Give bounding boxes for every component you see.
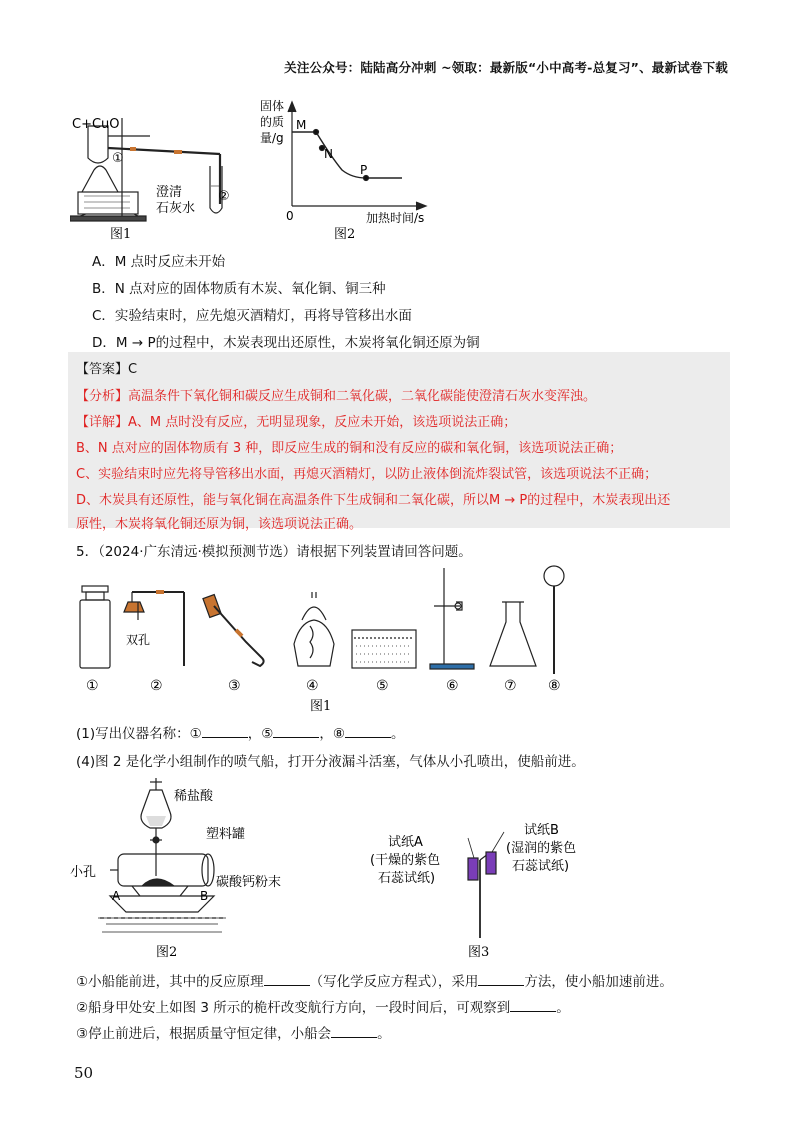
label-caco3: 碳酸钙粉末 xyxy=(216,875,282,890)
boat-fig2-caption: 图2 xyxy=(156,945,178,960)
detail-d1-prefix: D、木炭具有还原性，能与氧化铜在高温条件下生成铜和二氧化碳，所以 xyxy=(76,493,490,508)
sub2-a: ②船身甲处安上如图 3 所示的桅杆改变航行方向，一段时间后，可观察到 xyxy=(76,1000,511,1016)
label-tube-1: ① xyxy=(112,151,124,166)
detail-d1-formula: M → P xyxy=(489,493,528,508)
q1-end: 。 xyxy=(390,726,405,742)
page-header: 关注公众号：陆陆高分冲刺 ~领取：最新版“小中高考-总复习”、最新试卷下载 xyxy=(284,60,728,75)
sub1-blank-2[interactable] xyxy=(478,973,524,986)
fig1-apparatus xyxy=(70,118,222,221)
instruments-fig1-caption: 图1 xyxy=(310,699,332,714)
label-can: 塑料罐 xyxy=(206,827,246,842)
detail-d1-suffix: 的过程中，木炭表现出还 xyxy=(527,493,671,508)
option-d-suffix: 的过程中，木炭表现出还原性，木炭将氧化铜还原为铜 xyxy=(155,335,480,351)
analysis-text: 高温条件下氧化铜和碳反应生成铜和二氧化碳，二氧化碳能使澄清石灰水变浑浊。 xyxy=(128,389,597,404)
detail-b: B、N 点对应的固体物质有 3 种，即反应生成的铜和没有反应的碳和氧化铜，该选项说法正确； xyxy=(76,441,623,456)
answer-value: C xyxy=(128,362,138,377)
analysis-line xyxy=(76,385,596,404)
point-n: N xyxy=(324,147,333,161)
detail-d2: 原性，木炭将氧化铜还原为铜，该选项说法正确。 xyxy=(76,517,363,532)
sub2-end: 。 xyxy=(556,1000,570,1016)
label-a: A xyxy=(112,889,121,903)
y-axis-label-3: 量/g xyxy=(260,131,284,145)
option-b: B．N 点对应的固体物质有木炭、氧化铜、铜三种 xyxy=(92,281,386,297)
boat-figures xyxy=(70,772,630,964)
iron-stand-icon xyxy=(430,568,474,669)
paper-a-desc-1: (干燥的紫色 xyxy=(370,853,441,868)
option-d-prefix: D． xyxy=(92,335,116,351)
sub3-a: ③停止前进后，根据质量守恒定律，小船会 xyxy=(76,1026,332,1042)
q1-line xyxy=(76,722,404,742)
label-ccuo: C+CuO xyxy=(72,117,120,132)
label-hole: 小孔 xyxy=(70,865,97,880)
y-axis-label-1: 固体 xyxy=(260,99,285,113)
detail-d1 xyxy=(76,489,670,508)
option-c: C．实验结束时，应先熄灭酒精灯，再将导管移出水面 xyxy=(92,308,412,324)
page-number: 50 xyxy=(74,1064,94,1082)
detail-c: C、实验结束时应先将导管移出水面，再熄灭酒精灯，以防止液体倒流炸裂试管，该选项说法不正确； xyxy=(76,467,658,482)
sub1-blank-1[interactable] xyxy=(264,973,310,986)
instrument-label-8: ⑧ xyxy=(548,678,561,694)
paper-b-desc-2: 石蕊试纸) xyxy=(512,859,570,874)
q4-line: (4)图 2 是化学小组制作的喷气船，打开分液漏斗活塞，气体从小孔喷出，使船前进。 xyxy=(76,754,585,770)
option-d-formula: M → P xyxy=(115,335,156,351)
mast-diagram xyxy=(468,832,504,938)
point-m: M xyxy=(296,118,307,132)
label-limewater-2: 石灰水 xyxy=(156,201,196,216)
top-figures xyxy=(70,96,470,246)
long-neck-funnel-icon xyxy=(544,566,564,674)
x-axis-label: 加热时间/s xyxy=(366,211,425,225)
sub3-end: 。 xyxy=(377,1026,391,1042)
instrument-label-1: ① xyxy=(86,678,99,694)
paper-b-title: 试纸B xyxy=(524,823,559,838)
point-p: P xyxy=(360,163,368,177)
question5-stem: 5．（2024·广东清远·模拟预测节选）请根据下列装置请回答问题。 xyxy=(76,544,472,560)
instrument-label-7: ⑦ xyxy=(504,678,517,694)
fig2-graph xyxy=(288,102,426,210)
option-a: A．M 点时反应未开始 xyxy=(92,254,226,270)
alcohol-lamp-icon xyxy=(294,592,334,666)
sub3-blank[interactable] xyxy=(331,1025,377,1038)
q1-item3: ⑧ xyxy=(332,726,345,742)
bent-tube-icon xyxy=(203,595,264,666)
water-trough-icon xyxy=(352,630,416,668)
paper-b-desc-1: (湿润的紫色 xyxy=(506,841,577,856)
q1-item1: ① xyxy=(189,726,202,742)
sub1-b: （写化学反应方程式），采用 xyxy=(309,974,479,990)
label-hcl: 稀盐酸 xyxy=(174,789,214,804)
conical-flask-icon xyxy=(490,602,536,666)
sub2-line xyxy=(76,996,570,1016)
fig2-caption: 图2 xyxy=(334,227,356,242)
sub1-line xyxy=(76,970,673,990)
instrument-label-4: ④ xyxy=(306,678,319,694)
fig1-caption: 图1 xyxy=(110,227,132,242)
sub3-line xyxy=(76,1022,391,1042)
detail-a-line xyxy=(76,411,516,430)
sub2-blank[interactable] xyxy=(510,999,556,1012)
label-tube-2: ② xyxy=(218,189,230,204)
q1-blank-2[interactable] xyxy=(273,725,319,738)
q1-sep-2: ， xyxy=(319,726,333,742)
detail-a: A、M 点时没有反应，无明显现象，反应未开始，该选项说法正确； xyxy=(128,415,517,430)
paper-a-title: 试纸A xyxy=(388,835,423,850)
option-d xyxy=(92,331,480,351)
q1-sep-1: ， xyxy=(247,726,262,742)
sub1-c: 方法，使小船加速前进。 xyxy=(524,974,673,990)
q1-blank-1[interactable] xyxy=(202,725,248,738)
double-hole-label: 双孔 xyxy=(126,633,151,647)
wide-mouth-bottle-icon xyxy=(80,586,110,668)
label-b: B xyxy=(200,889,209,903)
mast-fig3-caption: 图3 xyxy=(468,945,490,960)
analysis-tag: 【分析】 xyxy=(76,389,129,404)
y-axis-label-2: 的质 xyxy=(260,115,285,129)
instruments-figure xyxy=(66,562,586,714)
origin-label: 0 xyxy=(286,209,294,223)
q1-blank-3[interactable] xyxy=(345,725,391,738)
q1-item2: ⑤ xyxy=(261,726,274,742)
sub1-a: ①小船能前进，其中的反应原理 xyxy=(76,974,264,990)
instrument-label-5: ⑤ xyxy=(376,678,389,694)
instrument-label-2: ② xyxy=(150,678,163,694)
detail-tag: 【详解】 xyxy=(76,415,129,430)
paper-a-desc-2: 石蕊试纸) xyxy=(378,871,436,886)
answer-line xyxy=(76,358,137,377)
instrument-label-6: ⑥ xyxy=(446,678,459,694)
q1-prefix: (1)写出仪器名称： xyxy=(76,726,190,742)
answer-tag: 【答案】 xyxy=(76,362,129,377)
label-limewater-1: 澄清 xyxy=(156,185,183,200)
instrument-label-3: ③ xyxy=(228,678,241,694)
double-hole-stopper-icon xyxy=(124,592,184,666)
